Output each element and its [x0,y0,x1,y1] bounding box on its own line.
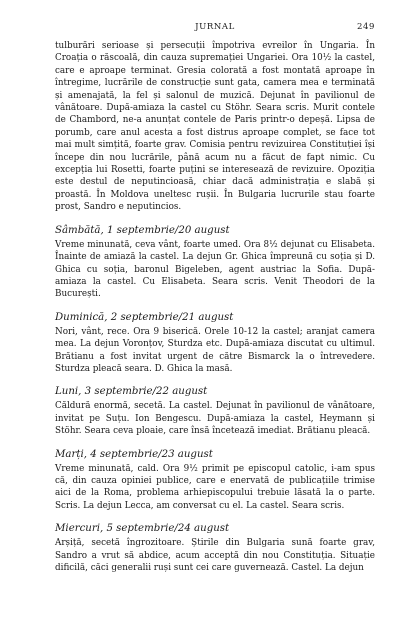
entry-text: Căldură enormă, secetă. La castel. Dejunat în pavilionul de vânătoare, invitat pe Suțu. Ion Bengescu. După-amiaza la castel, Heymann și Stöhr. Seara ceva ploaie, care însă încetează imediat. Brătianu pleacă. [55,401,375,437]
journal-entry-duminica [55,311,375,376]
entry-heading: Luni, 3 septembrie/22 august [55,386,208,398]
entry-text: Arșiță, secetă îngrozitoare. Știrile din Bulgaria sună foarte grav, Sandro a vrut să abdice, acum acceptă din nou Constituția. Situație dificilă, căci generalii ruși sunt cei care guvernează. Castel. La dejun [55,538,375,573]
entry-text: Vreme minunată, ceva vânt, foarte umed. Ora 8½ dejunat cu Elisabeta. Înainte de amiază la castel. La dejun Gr. Ghica împreună cu soția și D. Ghica cu soția, baronul Bigeleben, agent austriac la Sofia. După-amiaza la castel. Cu Elisabeta. Seara scris. Venit Theodori de la București. [55,239,375,300]
running-header [55,22,375,38]
book-page [55,22,375,574]
journal-entry-marti [55,448,375,513]
journal-body [55,40,375,574]
journal-entry-sambata [55,224,375,301]
opening-paragraph: tulburări serioase și persecuții împotriva evreilor în Ungaria. În Croația o răscoală, din cauza supremației Ungariei. Ora 10½ la castel, care e aproape terminat. Gresia colorată a fost montată aproape în întregime, lucrările de construcție sunt gata, camera mea e terminată și amenajată, la fel și salonul de muzică. Dejunat în pavilionul de vânătoare. După-amiaza la castel cu Stöhr. Seara scris. Murit contele de Chambord, ne-a anunțat contele de Paris printr-o depeșă. Lipsa de porumb, care anul acesta a fost distrus aproape complet, se face tot mai mult simțită, foarte grav. Comisia pentru revizuirea Constituției își începe din nou lucrările, până acum nu a făcut de fapt nimic. Cu excepția lui Rosetti, foarte puțini se interesează de revizuire. Opoziția este destul de neputincioasă, chiar dacă administrația e slabă și proastă. În Moldova uneltesc rușii. În Bulgaria lucrurile stau foarte prost, Sandro e neputincios. [55,41,375,213]
entry-text: Vreme minunată, cald. Ora 9½ primit pe episcopul catolic, i-am spus că, din cauza opiniei publice, care e enervată de publicațiile trimise aici de la Roma, problema arhiepiscopului trebuie lăsată la o parte. Scris. La dejun Lecca, am conversat cu el. La castel. Seara scris. [55,463,375,511]
journal-entry-miercuri [55,522,375,574]
entry-heading: Miercuri, 5 septembrie/24 august [55,523,230,535]
entry-text: Nori, vânt, rece. Ora 9 biserică. Orele 10-12 la castel; aranjat camera mea. La dejun Voronțov, Sturdza etc. După-amiaza discutat cu ultimul. Brătianu a fost invitat urgent de către Bismarck la o întrevedere. Sturdza pleacă seara. D. Ghica la masă. [55,326,375,374]
entry-heading: Marți, 4 septembrie/23 august [55,448,213,460]
journal-entry-luni [55,385,375,437]
running-title: JURNAL [195,22,235,32]
entry-heading: Duminică, 2 septembrie/21 august [55,311,234,323]
page-number: 249 [356,22,375,32]
entry-heading: Sâmbătă, 1 septembrie/20 august [55,224,230,236]
